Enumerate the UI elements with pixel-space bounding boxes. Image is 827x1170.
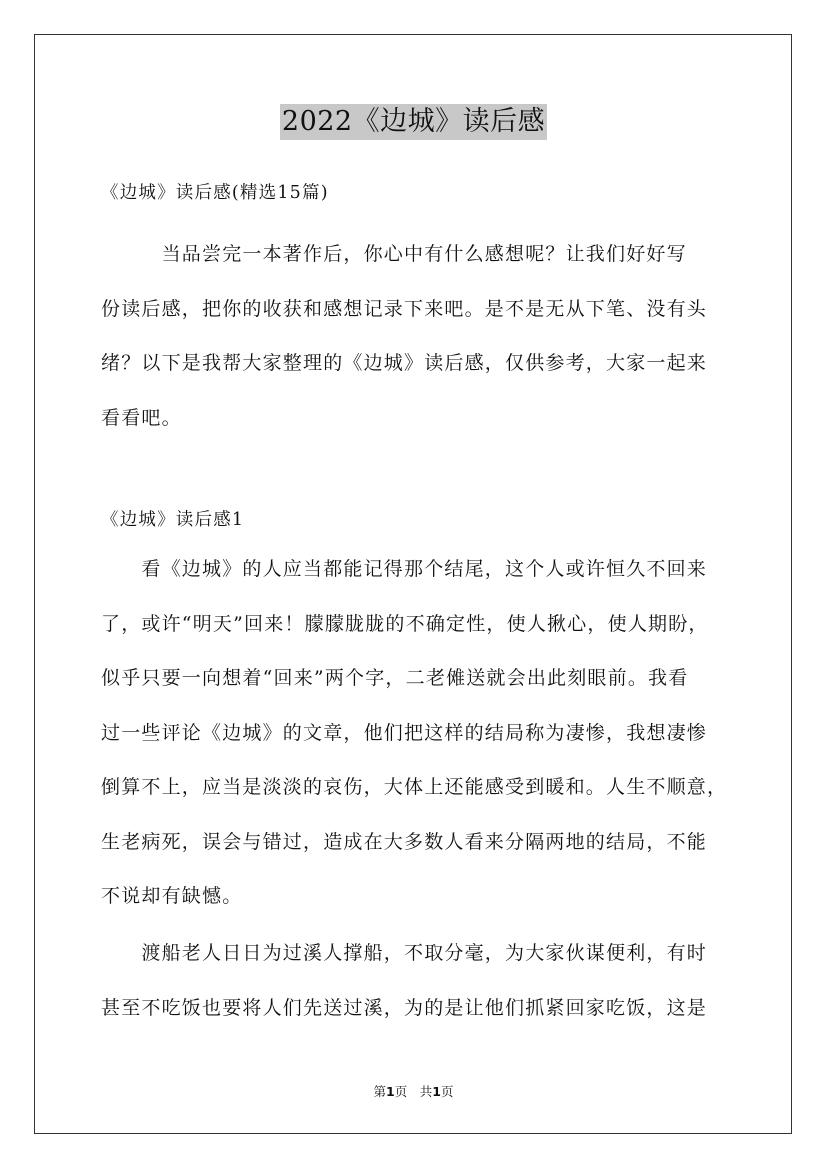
paragraph-line: 倒算不上，应当是淡淡的哀伤，大体上还能感受到暖和。人生不顺意，: [101, 776, 728, 798]
intro-line: 当品尝完一本著作后，你心中有什么感想呢？让我们好好写: [101, 243, 687, 265]
footer-page-suffix: 页: [440, 1084, 454, 1099]
intro-line: 看看吧。: [101, 406, 182, 429]
intro-line: 绪？以下是我帮大家整理的《边城》读后感，仅供参考，大家一起来: [101, 352, 708, 374]
paragraph-line: 生老病死，误会与错过，造成在大多数人看来分隔两地的结局，不能: [101, 830, 708, 853]
paragraph-line: 甚至不吃饭也要将人们先送过溪，为的是让他们抓紧回家吃饭，这是: [101, 996, 708, 1019]
paragraph-line: 过一些评论《边城》的文章，他们把这样的结局称为凄惨，我想凄惨: [101, 721, 708, 744]
section-heading: 《边城》读后感1: [101, 510, 245, 530]
document-title: 2022《边城》读后感: [280, 104, 547, 140]
intro-paragraph: [101, 227, 741, 445]
footer-total-pages: 1: [432, 1084, 441, 1099]
paragraph-2: [101, 926, 741, 1035]
title-container: [0, 104, 827, 140]
page-footer: [0, 1083, 827, 1101]
paragraph-line: 不说却有缺憾。: [101, 885, 243, 907]
paragraph-1: [101, 542, 741, 924]
paragraph-line: 看《边城》的人应当都能记得那个结尾，这个人或许恒久不回来: [101, 558, 708, 580]
paragraph-line: 了，或许“明天”回来！朦朦胧胧的不确定性，使人揪心，使人期盼，: [101, 612, 709, 635]
document-subtitle: 《边城》读后感(精选15篇): [101, 183, 329, 203]
paragraph-line: 似乎只要一向想着“回来”两个字，二老傩送就会出此刻眼前。我看: [101, 667, 689, 689]
paragraph-line: 渡船老人日日为过溪人撑船，不取分毫，为大家伙谋便利，有时: [101, 942, 708, 964]
footer-page-mid: 页 共: [394, 1084, 433, 1099]
intro-line: 份读后感，把你的收获和感想记录下来吧。是不是无从下笔、没有头: [101, 297, 708, 320]
footer-page-number: 1: [386, 1084, 395, 1099]
footer-page-prefix: 第: [373, 1084, 387, 1099]
